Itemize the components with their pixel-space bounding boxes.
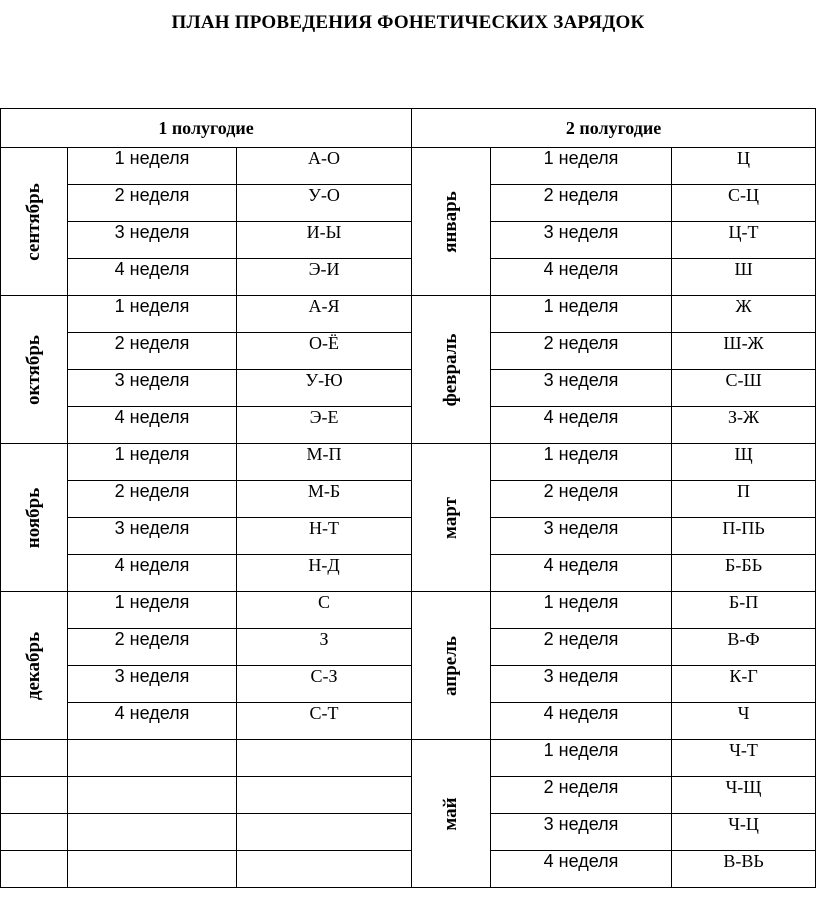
month-label: февраль xyxy=(440,333,462,406)
table-row xyxy=(1,555,816,592)
sound-cell: Б-П xyxy=(672,592,816,629)
sound-cell: Б-БЬ xyxy=(672,555,816,592)
sound-cell: У-О xyxy=(237,185,412,222)
table-row xyxy=(1,407,816,444)
sound-cell: П xyxy=(672,481,816,518)
table-row xyxy=(1,814,816,851)
week-cell: 3 неделя xyxy=(491,222,672,259)
table-row xyxy=(1,740,816,777)
table-row xyxy=(1,148,816,185)
week-cell: 3 неделя xyxy=(491,814,672,851)
month-label: апрель xyxy=(440,635,462,696)
empty-cell xyxy=(68,777,237,814)
sound-cell: Ц xyxy=(672,148,816,185)
sound-cell: З-Ж xyxy=(672,407,816,444)
table-row xyxy=(1,185,816,222)
sound-cell: С-Ц xyxy=(672,185,816,222)
month-cell xyxy=(1,148,68,296)
week-cell: 2 неделя xyxy=(68,481,237,518)
week-cell: 1 неделя xyxy=(68,296,237,333)
empty-cell xyxy=(237,777,412,814)
week-cell: 2 неделя xyxy=(68,185,237,222)
week-cell: 4 неделя xyxy=(68,555,237,592)
table-row xyxy=(1,592,816,629)
week-cell: 2 неделя xyxy=(68,629,237,666)
sound-cell: В-Ф xyxy=(672,629,816,666)
table-row xyxy=(1,333,816,370)
week-cell: 4 неделя xyxy=(491,259,672,296)
week-cell: 1 неделя xyxy=(68,148,237,185)
sound-cell: М-Б xyxy=(237,481,412,518)
month-label: сентябрь xyxy=(23,182,44,261)
sound-cell: Ч-Ц xyxy=(672,814,816,851)
empty-cell xyxy=(237,740,412,777)
week-cell: 2 неделя xyxy=(68,333,237,370)
week-cell: 3 неделя xyxy=(491,518,672,555)
week-cell: 3 неделя xyxy=(491,666,672,703)
sound-cell: Ч-Т xyxy=(672,740,816,777)
sound-cell: М-П xyxy=(237,444,412,481)
week-cell: 4 неделя xyxy=(68,703,237,740)
header-row xyxy=(1,109,816,148)
week-cell: 2 неделя xyxy=(491,185,672,222)
sound-cell: Ч xyxy=(672,703,816,740)
week-cell: 1 неделя xyxy=(491,148,672,185)
empty-cell xyxy=(68,740,237,777)
sound-cell: С xyxy=(237,592,412,629)
sound-cell: С-Ш xyxy=(672,370,816,407)
week-cell: 1 неделя xyxy=(68,444,237,481)
month-cell xyxy=(412,592,491,740)
sound-cell: З xyxy=(237,629,412,666)
week-cell: 1 неделя xyxy=(491,740,672,777)
sound-cell: Ш-Ж xyxy=(672,333,816,370)
week-cell: 1 неделя xyxy=(491,592,672,629)
week-cell: 4 неделя xyxy=(491,703,672,740)
month-label: май xyxy=(440,796,462,831)
month-cell xyxy=(1,296,68,444)
sound-cell: П-ПЬ xyxy=(672,518,816,555)
sound-cell: Э-И xyxy=(237,259,412,296)
sound-cell: С-З xyxy=(237,666,412,703)
week-cell: 2 неделя xyxy=(491,481,672,518)
month-label: октябрь xyxy=(23,334,44,405)
sound-cell: Н-Д xyxy=(237,555,412,592)
sound-cell: И-Ы xyxy=(237,222,412,259)
month-label: ноябрь xyxy=(23,487,44,548)
sound-cell: Ж xyxy=(672,296,816,333)
week-cell: 2 неделя xyxy=(491,629,672,666)
sound-cell: С-Т xyxy=(237,703,412,740)
week-cell: 3 неделя xyxy=(68,222,237,259)
table-row xyxy=(1,444,816,481)
table-row xyxy=(1,518,816,555)
sound-cell: Щ xyxy=(672,444,816,481)
half2-header: 2 полугодие xyxy=(412,109,816,148)
week-cell: 4 неделя xyxy=(491,851,672,888)
table-row xyxy=(1,777,816,814)
sound-cell: У-Ю xyxy=(237,370,412,407)
week-cell: 4 неделя xyxy=(68,407,237,444)
table-row xyxy=(1,629,816,666)
sound-cell: В-ВЬ xyxy=(672,851,816,888)
month-cell xyxy=(1,444,68,592)
month-cell xyxy=(1,592,68,740)
week-cell: 3 неделя xyxy=(491,370,672,407)
sound-cell: О-Ё xyxy=(237,333,412,370)
sound-cell: Э-Е xyxy=(237,407,412,444)
week-cell: 1 неделя xyxy=(68,592,237,629)
month-cell xyxy=(412,148,491,296)
month-cell xyxy=(412,296,491,444)
table-row xyxy=(1,259,816,296)
sound-cell: А-Я xyxy=(237,296,412,333)
plan-body xyxy=(1,148,816,888)
week-cell: 3 неделя xyxy=(68,666,237,703)
table-row xyxy=(1,851,816,888)
sound-cell: Н-Т xyxy=(237,518,412,555)
table-row xyxy=(1,703,816,740)
empty-cell xyxy=(1,740,68,777)
week-cell: 2 неделя xyxy=(491,333,672,370)
month-cell xyxy=(412,444,491,592)
sound-cell: К-Г xyxy=(672,666,816,703)
sound-cell: А-О xyxy=(237,148,412,185)
table-row xyxy=(1,666,816,703)
empty-cell xyxy=(1,851,68,888)
page-title: ПЛАН ПРОВЕДЕНИЯ ФОНЕТИЧЕСКИХ ЗАРЯДОК xyxy=(171,12,645,33)
week-cell: 4 неделя xyxy=(491,555,672,592)
sound-cell: Ц-Т xyxy=(672,222,816,259)
empty-cell xyxy=(68,851,237,888)
month-cell xyxy=(412,740,491,888)
week-cell: 4 неделя xyxy=(491,407,672,444)
month-label: март xyxy=(440,496,462,539)
empty-cell xyxy=(68,814,237,851)
sound-cell: Ч-Щ xyxy=(672,777,816,814)
plan-table xyxy=(0,108,816,888)
table-row xyxy=(1,370,816,407)
month-label: январь xyxy=(440,190,462,253)
week-cell: 4 неделя xyxy=(68,259,237,296)
empty-cell xyxy=(237,851,412,888)
table-row xyxy=(1,296,816,333)
empty-cell xyxy=(1,814,68,851)
week-cell: 2 неделя xyxy=(491,777,672,814)
week-cell: 3 неделя xyxy=(68,370,237,407)
empty-cell xyxy=(1,777,68,814)
table-row xyxy=(1,481,816,518)
table-row xyxy=(1,222,816,259)
empty-cell xyxy=(237,814,412,851)
week-cell: 1 неделя xyxy=(491,444,672,481)
half1-header: 1 полугодие xyxy=(1,109,412,148)
week-cell: 3 неделя xyxy=(68,518,237,555)
month-label: декабрь xyxy=(23,631,44,700)
sound-cell: Ш xyxy=(672,259,816,296)
week-cell: 1 неделя xyxy=(491,296,672,333)
